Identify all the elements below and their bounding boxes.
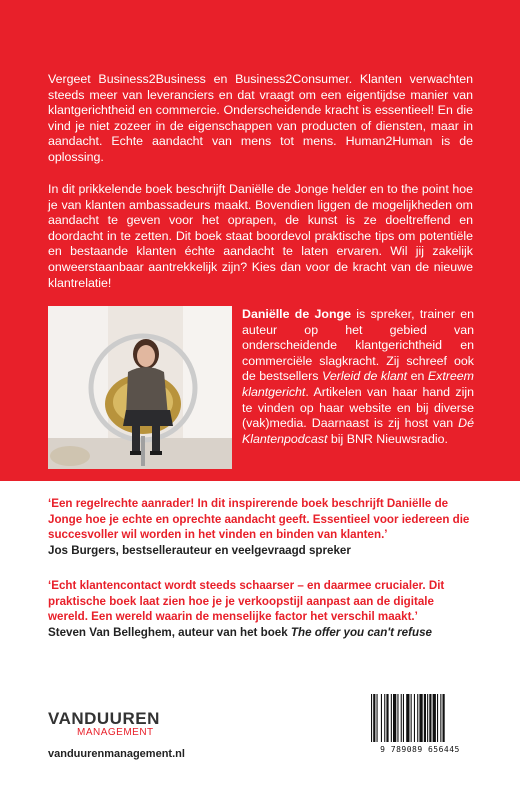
barcode-bar	[419, 694, 422, 742]
bio-and: en	[407, 369, 428, 384]
barcode-bar	[401, 694, 402, 742]
author-name: Daniëlle de Jonge	[242, 307, 351, 321]
barcode-bar	[406, 694, 409, 742]
barcode-bar	[393, 694, 396, 742]
bio-text-2: . Artikelen van haar hand zijn te vinden op haar website en bij diverse (vak)media. Daarnaast is zij host van	[242, 384, 474, 431]
publisher-website: vanduurenmanagement.nl	[48, 748, 185, 760]
barcode-bar	[417, 694, 418, 742]
barcode-bar	[371, 694, 372, 742]
endorsement-1	[48, 496, 473, 558]
barcode-bar	[440, 694, 441, 742]
barcode-bar	[397, 694, 398, 742]
barcode-bar	[373, 694, 375, 742]
bio-book-2: Extreem klantgericht	[242, 369, 474, 399]
bio-text-3: bij BNR Nieuwsradio.	[327, 431, 448, 446]
barcode-bar	[429, 694, 431, 742]
bio-podcast: Dé Klantenpodcast	[242, 416, 474, 446]
endorsement-2-text: ‘Echt klantencontact wordt steeds schaarser – en daarmee crucialer. Dit praktische boek laat zien hoe je je verkoopstijl aanpast aan de digitale wereld. Een wereld waarin de menselijke factor het verschil maakt.’	[48, 579, 445, 624]
author-photo	[48, 306, 232, 469]
bio-book-1: Verleid de klant	[322, 369, 408, 384]
barcode-bar	[386, 694, 388, 742]
blurb-paragraph-1: Vergeet Business2Business en Business2Consumer. Klanten verwachten steeds meer van leveranciers en dat vraagt om een eigentijdse manier van klantgerichtheid en commercie. Onderscheidende kracht is essentieel! En die vind je niet zozeer in de eigenschappen van producten of diensten, maar in aandacht. Echte aandacht van mens tot mens. Human2Human is de oplossing.	[48, 72, 473, 164]
endorsement-2-author-book: The offer you can't refuse	[290, 625, 432, 639]
endorsement-1-text: ‘Een regelrechte aanrader! In dit inspirerende boek beschrijft Daniëlle de Jonge hoe je echte en oprechte aandacht geeft. Essentieel voor iedereen die succesvoller wil worden in het vinden en binden van klanten.’	[48, 497, 470, 542]
isbn-number: 9 789089 656445	[380, 745, 460, 754]
barcode-bar	[424, 694, 426, 742]
endorsement-2	[48, 578, 473, 640]
barcode-bars	[365, 692, 475, 744]
barcode-bar	[384, 694, 385, 742]
barcode-bar	[427, 694, 428, 742]
barcode-bar	[391, 694, 392, 742]
endorsement-2-author	[48, 625, 473, 641]
publisher-logo	[48, 709, 160, 738]
barcode-bar	[433, 694, 436, 742]
barcode-bar	[381, 694, 382, 742]
barcode-bar	[443, 694, 445, 742]
barcode-bar	[403, 694, 404, 742]
endorsement-2-author-prefix: Steven Van Belleghem, auteur van het boek	[48, 625, 291, 639]
author-photo-illustration	[48, 306, 232, 469]
blurb-paragraph-2: In dit prikkelende boek beschrijft Daniëlle de Jonge helder en to the point hoe je van klanten ambassadeurs maakt. Bovendien liggen de mogelijkheden om aandacht te geven voor het oprapen, de kunst is ze doeltreffend en doordacht in te zetten. Dit boek staat boordevol praktische tips om potentiële en bestaande klanten échte aandacht te laten ervaren. Wil jij zakelijk onweerstaanbaar aantrekkelijk zijn? Kies dan voor de kracht van de nieuwe klantrelatie!	[48, 182, 473, 290]
isbn-barcode	[365, 692, 475, 757]
endorsement-1-author: Jos Burgers, bestsellerauteur en veelgevraagd spreker	[48, 543, 351, 557]
barcode-bar	[377, 694, 378, 742]
author-bio	[242, 307, 474, 447]
bio-text-1: is spreker, trainer en auteur op het gebied van onderscheidende klantgerichtheid en commerciële slagkracht. Zij schreef ook de bestsellers	[242, 307, 474, 384]
publisher-sub: MANAGEMENT	[77, 727, 154, 738]
barcode-bar	[437, 694, 438, 742]
barcode-bar	[414, 694, 415, 742]
barcode-bar	[411, 694, 412, 742]
publisher-name: VANDUUREN	[48, 709, 160, 728]
